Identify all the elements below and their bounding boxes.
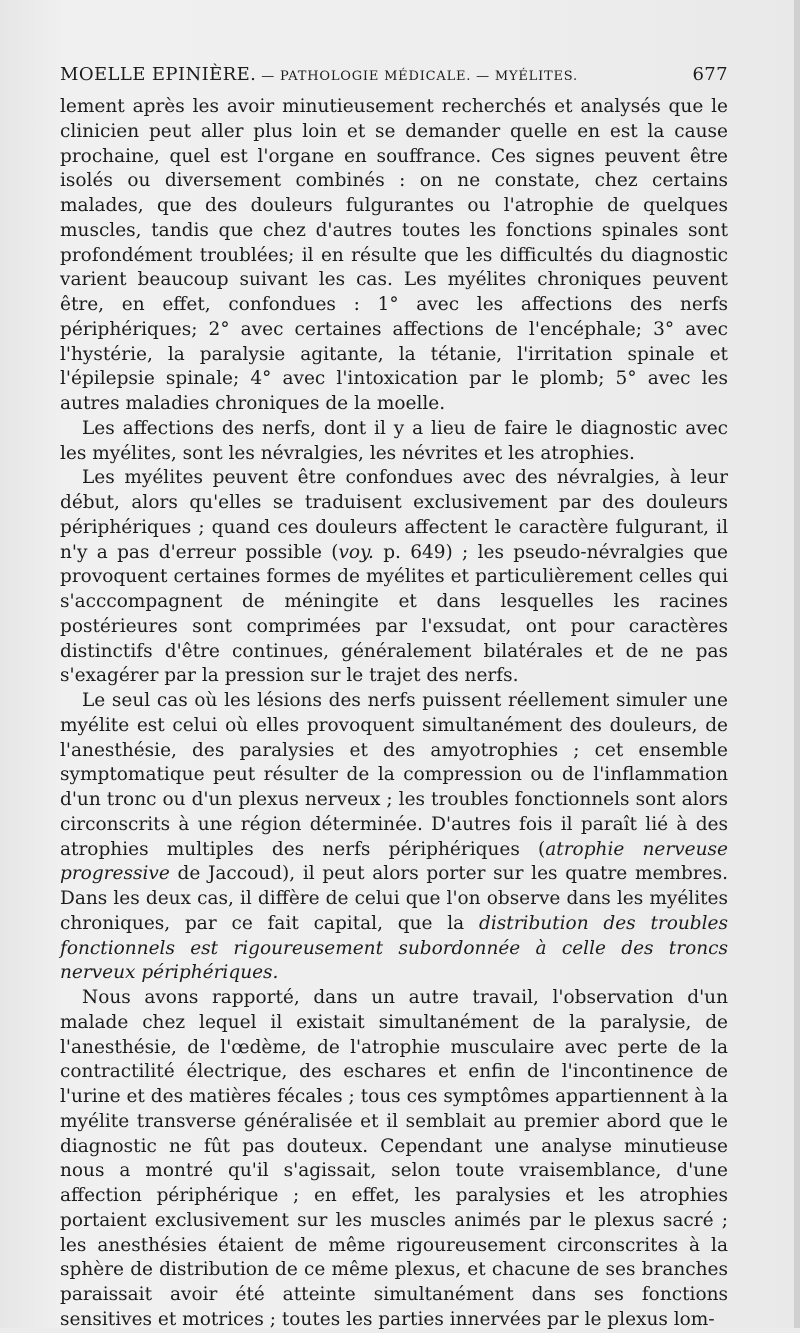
paragraph-4 bbox=[60, 689, 728, 986]
paragraph-1: lement après les avoir minutieusement recherchés et analysés que le clinicien peut aller plus loin et se demander quelle en est la cause prochaine, quel est l'organe en souffrance. Ces signes peuvent être isolés ou diversement combinés : on ne constate, chez certains malades, que des douleurs fulgurantes ou l'atrophie de quelques muscles, tandis que chez d'autres toutes les fonctions spinales sont profondément troublées; il en résulte que les difficultés du diagnostic varient beaucoup suivant les cas. Les myélites chroniques peuvent être, en effet, confondues : 1° avec les affections des nerfs périphériques; 2° avec certaines affections de l'encéphale; 3° avec l'hystérie, la paralysie agitante, la tétanie, l'irritation spinale et l'épilepsie spinale; 4° avec l'intoxication par le plomb; 5° avec les autres maladies chroniques de la moelle. bbox=[60, 96, 728, 414]
running-title-main: MOELLE EPINIÈRE. bbox=[60, 64, 257, 85]
body-text bbox=[60, 95, 728, 1333]
running-header bbox=[60, 64, 728, 85]
paragraph-3-text-2: p. 649) ; les pseudo-névralgies que provoquent certaines formes de myélites et particulièrement celles qui s'acccompagnent de méningite et dans lesquelles les racines postérieures sont comprimées par l'exsudat, ont pour caractères distinctifs d'être continues, généralement bilatérales et de ne pas s'exagérer par la pression sur le trajet des nerfs. bbox=[60, 541, 728, 687]
page-number: 677 bbox=[692, 64, 728, 85]
paragraph-3 bbox=[60, 466, 728, 689]
paragraph-2: Les affections des nerfs, dont il y a lieu de faire le diagnostic avec les myélites, sont les névralgies, les névrites et les atrophies. bbox=[60, 417, 728, 464]
page-edge bbox=[794, 0, 800, 1328]
running-title-section: — PATHOLOGIE MÉDICALE. — MYÉLITES. bbox=[256, 69, 578, 84]
paragraph-4-text-2: de Jaccoud), il peut alors porter sur les quatre membres. Dans les deux cas, il diffère de celui que l'on observe dans les myélites chroniques, par ce fait capital, que la bbox=[60, 863, 728, 934]
paragraph-4-italic-2: distribution des troubles fonctionnels est rigoureusement subordonnée à celle des troncs nerveux périphériques. bbox=[60, 912, 728, 984]
paragraph-5: Nous avons rapporté, dans un autre travail, l'observation d'un malade chez lequel il existait simultanément de la paralysie, de l'anesthésie, de l'œdème, de l'atrophie musculaire avec perte de la contractilité électrique, des eschares et enfin de l'incontinence de l'urine et des matières fécales ; tous ces symptômes appartiennent à la myélite transverse généralisée et il semblait au premier abord que le diagnostic ne fût pas douteux. Cependant une analyse minutieuse nous a montré qu'il s'agissait, selon toute vraisemblance, d'une affection périphérique ; en effet, les paralysies et les atrophies portaient exclusivement sur les muscles animés par le plexus sacré ; les anesthésies étaient de même rigoureusement circonscrites à la sphère de distribution de ce même plexus, et chacune de ses branches paraissait avoir été atteinte simultanément dans ses fonctions sensitives et motrices ; toutes les parties innervées par le plexus lom- bbox=[60, 987, 728, 1330]
paragraph-3-text: Les myélites peuvent être confondues avec des névralgies, à leur début, alors qu'elles se traduisent exclusivement par des douleurs périphériques ; quand ces douleurs affectent le caractère fulgurant, il n'y a pas d'erreur possible ( bbox=[60, 467, 728, 563]
paragraph-4-italic: atrophie nerveuse progressive bbox=[60, 838, 728, 885]
running-title bbox=[60, 64, 578, 85]
paragraph-4-text: Le seul cas où les lésions des nerfs puissent réellement simuler une myélite est celui où elles provoquent simultanément des douleurs, de l'anesthésie, des paralysies et des amyotrophies ; cet ensemble symptomatique peut résulter de la compression ou de l'inflammation d'un tronc ou d'un plexus nerveux ; les troubles fonctionnels sont alors circonscrits à une région déterminée. D'autres fois il paraît lié à des atrophies multiples des nerfs périphériques ( bbox=[60, 690, 728, 860]
paragraph-3-italic: voy. bbox=[338, 541, 374, 563]
